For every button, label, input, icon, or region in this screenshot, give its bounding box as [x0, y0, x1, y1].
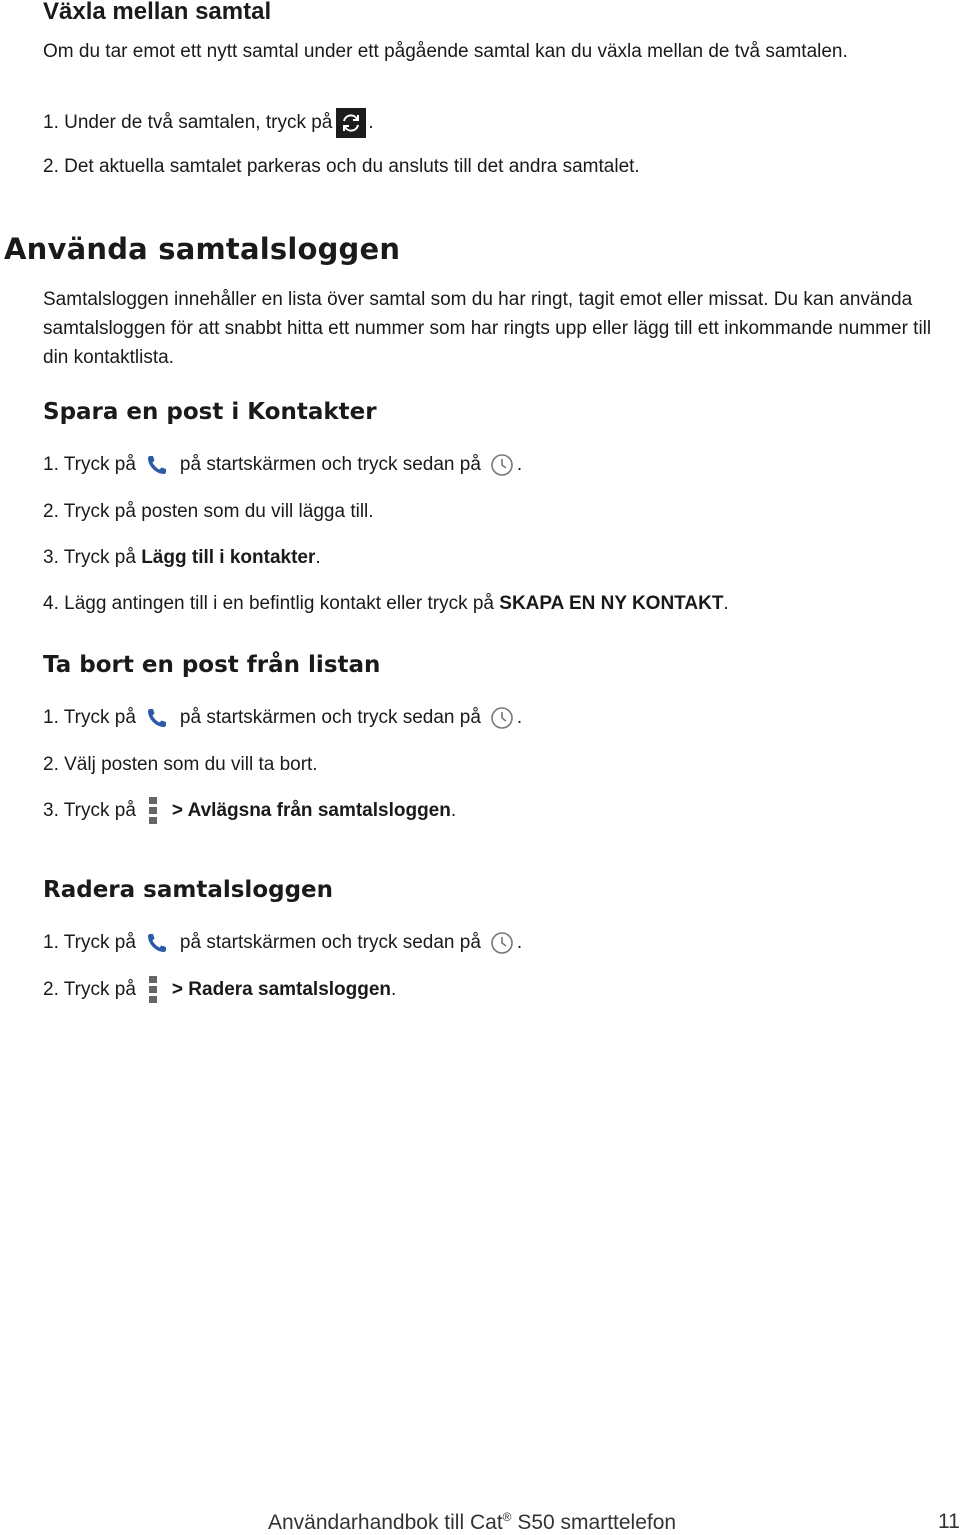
- step-text-mid: på startskärmen och tryck sedan på: [179, 454, 481, 475]
- step-text: 3. Tryck på: [43, 800, 136, 821]
- step-bold: Lägg till i kontakter: [141, 547, 316, 568]
- registered-mark: ®: [502, 1510, 512, 1524]
- save-step-2: [43, 499, 374, 525]
- remove-step-2: [43, 752, 318, 778]
- step-text: 3. Tryck på: [43, 547, 136, 568]
- step-text-end: .: [391, 979, 397, 1000]
- subsection-title-remove: Ta bort en post från listan: [43, 652, 381, 678]
- step-text-end: .: [723, 593, 729, 614]
- recent-calls-icon: [489, 452, 515, 478]
- step-text-end: .: [450, 800, 457, 821]
- footer-text: Användarhandbok till Cat: [268, 1511, 503, 1534]
- step-text: 4. Lägg antingen till i en befintlig kontakt eller tryck på: [43, 593, 494, 614]
- recent-calls-icon: [489, 705, 515, 731]
- step-text: 2. Det aktuella samtalet parkeras och du ansluts till det andra samtalet.: [43, 156, 640, 177]
- save-step-3: [43, 545, 321, 571]
- step-text: 2. Välj posten som du vill ta bort.: [43, 754, 318, 775]
- page-number: 11: [938, 1510, 960, 1533]
- switch-step-1: [43, 108, 374, 138]
- recent-calls-icon: [489, 930, 515, 956]
- step-text-mid: på startskärmen och tryck sedan på: [179, 932, 481, 953]
- section-title-call-log: Använda samtalsloggen: [4, 232, 401, 266]
- step-text-end: .: [368, 112, 374, 133]
- step-text: 1. Tryck på: [43, 932, 136, 953]
- phone-icon: [144, 930, 170, 956]
- subsection-title-clear: Radera samtalsloggen: [43, 877, 334, 903]
- step-text-end: .: [516, 932, 523, 953]
- switch-calls-intro: Om du tar emot ett nytt samtal under ett pågående samtal kan du växla mellan de två samtalen.: [43, 41, 848, 62]
- step-text: 1. Tryck på: [43, 707, 136, 728]
- swap-calls-icon: [336, 108, 366, 138]
- save-step-1: [43, 452, 522, 478]
- section-title-switch-calls: Växla mellan samtal: [43, 0, 272, 25]
- step-text: 2. Tryck på posten som du vill lägga till.: [43, 501, 374, 522]
- clear-step-1: [43, 930, 522, 956]
- phone-icon: [144, 705, 170, 731]
- clear-step-2: [43, 975, 396, 1005]
- remove-step-1: [43, 705, 522, 731]
- step-bold: > Radera samtalsloggen: [171, 979, 392, 1000]
- more-menu-icon: [146, 975, 160, 1005]
- save-step-4: [43, 591, 729, 617]
- switch-step-2: [43, 154, 640, 180]
- step-text-end: .: [516, 707, 523, 728]
- step-text: 2. Tryck på: [43, 979, 136, 1000]
- subsection-title-save: Spara en post i Kontakter: [43, 399, 377, 425]
- step-bold: > Avlägsna från samtalsloggen: [171, 800, 451, 821]
- step-text-mid: på startskärmen och tryck sedan på: [179, 707, 481, 728]
- step-text-end: .: [516, 454, 523, 475]
- phone-icon: [144, 452, 170, 478]
- footer-title: [268, 1510, 676, 1535]
- more-menu-icon: [146, 796, 160, 826]
- footer-text-model: S50 smarttelefon: [511, 1511, 677, 1534]
- remove-step-3: [43, 796, 456, 826]
- step-bold: SKAPA EN NY KONTAKT: [499, 593, 724, 614]
- step-text: 1. Under de två samtalen, tryck på: [43, 112, 333, 133]
- step-text: 1. Tryck på: [43, 454, 136, 475]
- call-log-intro: Samtalsloggen innehåller en lista över samtal som du har ringt, tagit emot eller missat. Du kan använda samtalsloggen för att snabbt hitta ett nummer som har ringts upp eller lägg till ett inkommande nummer till din kontaktlista.: [43, 289, 932, 368]
- step-text-end: .: [315, 547, 321, 568]
